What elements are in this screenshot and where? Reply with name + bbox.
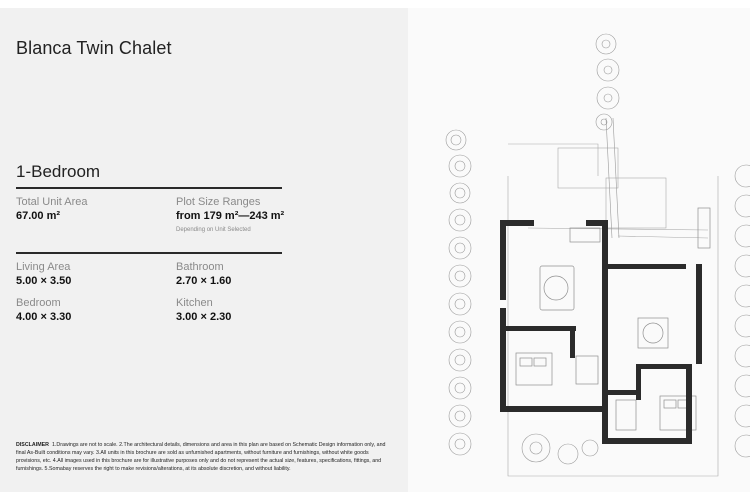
page-title: Blanca Twin Chalet (16, 38, 172, 58)
room-spec-kitchen (176, 297, 231, 324)
total-area-label: Total Unit Area (16, 196, 88, 208)
plot-size-label: Plot Size Ranges (176, 196, 261, 208)
total-area-value: 67.00 m² (16, 210, 61, 222)
disclaimer-text: 1.Drawings are not to scale. 2.The architectural details, dimensions and area in this plan are based on Schematic Design information only, and final As-Built conditions may vary. 3.All units in this brochure are sold as unfurnished apartments, without furniture and furnishings, without white goods provisions, etc. 4.All images used in this brochure are for illustrative purposes only and do not represent the actual size, features, specifications, fittings, and furnishings. 5.Somabay reserves the right to make revisions/alterations, at its absolute discretion, and without liability. (16, 442, 386, 472)
unit-type: 1-Bedroom (16, 162, 101, 181)
room-spec-living (16, 261, 71, 288)
room-label: Bedroom (16, 297, 61, 309)
brochure-page (0, 8, 750, 492)
divider (16, 252, 282, 254)
room-dimensions: 2.70 × 1.60 (176, 275, 232, 287)
room-spec-bedroom (16, 297, 71, 324)
floor-plan-drawing (408, 8, 750, 492)
tree-cluster-bottom (522, 434, 598, 464)
tree-row-left (446, 130, 471, 455)
plot-size-spec (176, 196, 284, 233)
dining-table (540, 266, 574, 310)
kitchen-counter (570, 228, 600, 242)
divider (16, 187, 282, 189)
tree-row-top (596, 34, 619, 238)
room-spec-bathroom (176, 261, 231, 288)
room-dimensions: 3.00 × 2.30 (176, 311, 232, 323)
disclaimer (16, 441, 388, 473)
tree-row-right (735, 165, 750, 457)
bathroom-fixtures (576, 356, 598, 384)
info-panel (0, 8, 408, 492)
total-area-spec (16, 196, 88, 223)
walls (500, 220, 702, 444)
plot-size-value: from 179 m²—243 m² (176, 210, 285, 222)
room-dimensions: 4.00 × 3.30 (16, 311, 72, 323)
room-label: Kitchen (176, 297, 213, 309)
room-label: Living Area (16, 261, 71, 273)
furniture-linework (516, 208, 710, 430)
floor-plan-panel (408, 8, 750, 492)
plot-size-note: Depending on Unit Selected (176, 227, 251, 233)
disclaimer-heading: DISCLAIMER (16, 442, 49, 448)
room-label: Bathroom (176, 261, 224, 273)
sofa-area (638, 318, 668, 348)
room-dimensions: 5.00 × 3.50 (16, 275, 72, 287)
